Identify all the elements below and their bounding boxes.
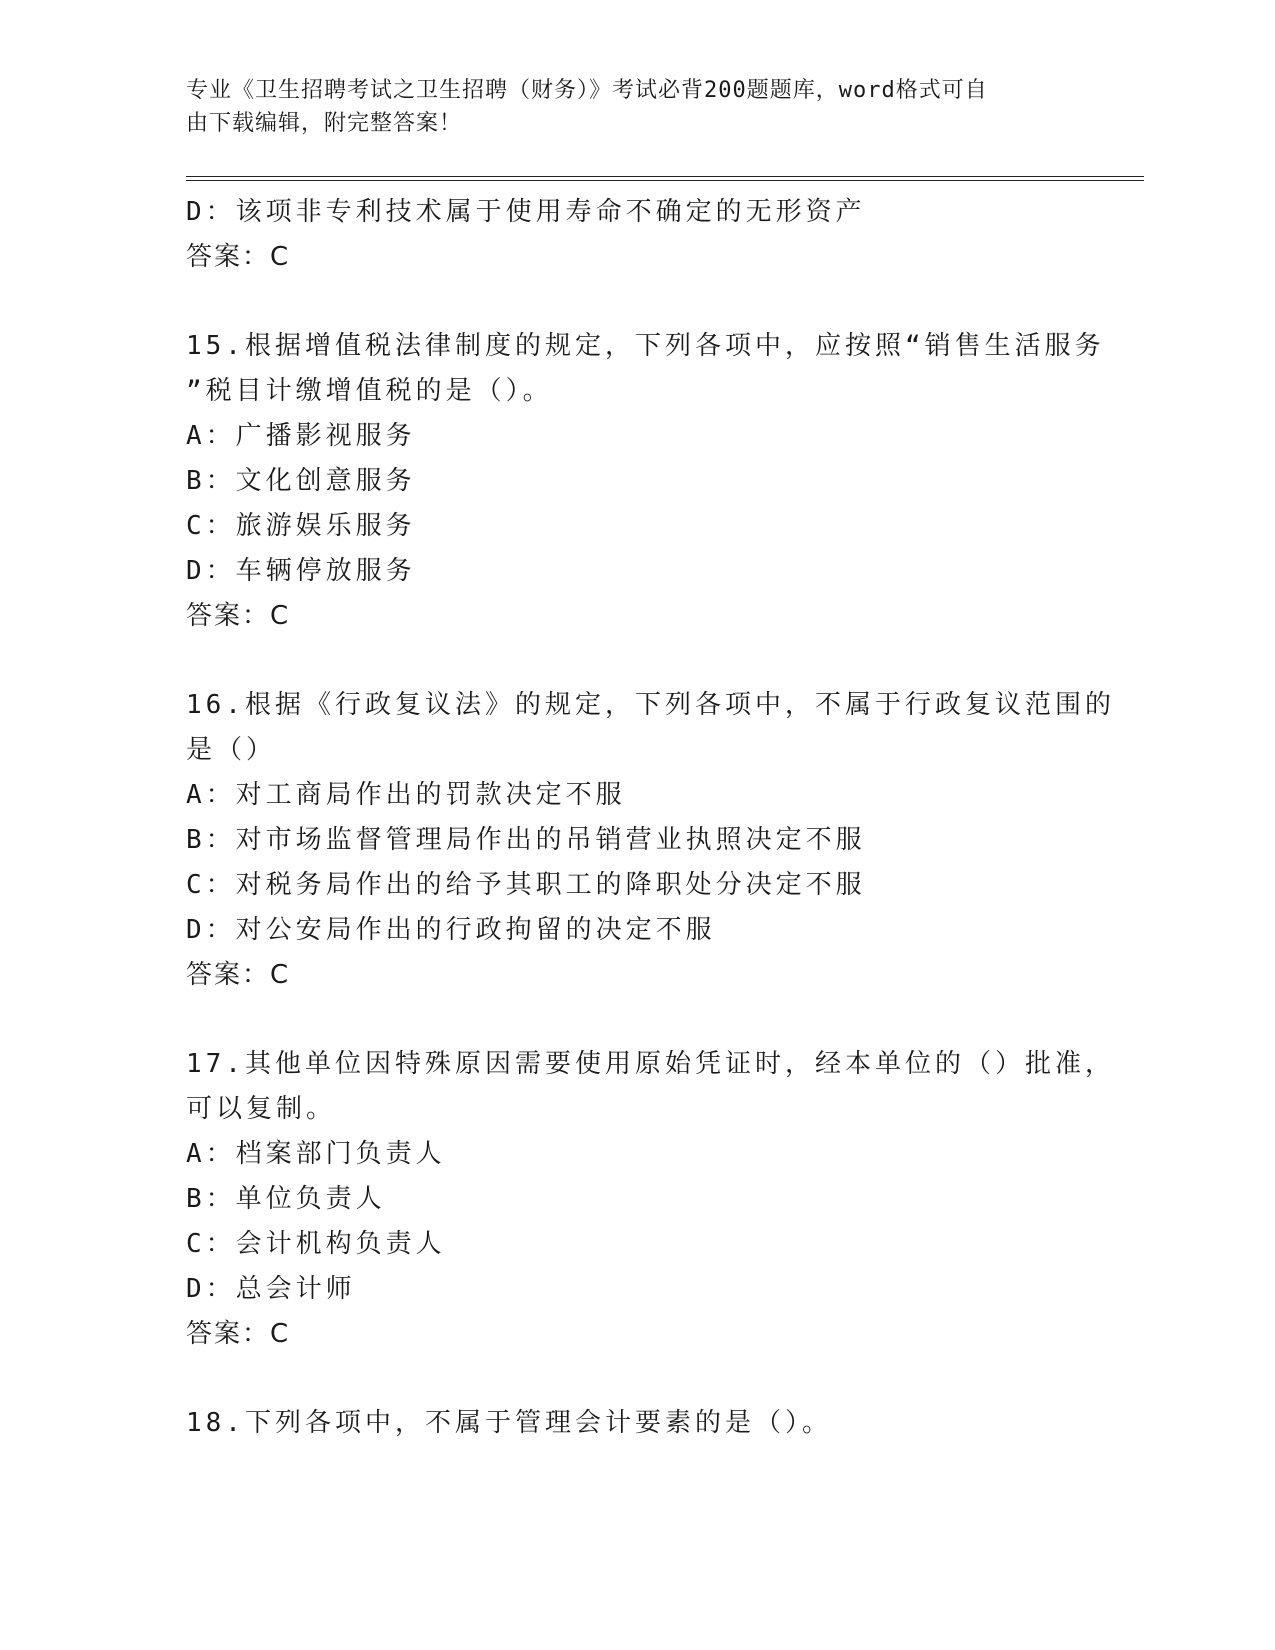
answer-value: C [270, 601, 291, 631]
option-a: A：档案部门负责人 [186, 1139, 446, 1169]
answer-label: 答案： [186, 1319, 271, 1349]
header-divider-bottom [186, 180, 1144, 181]
question-stem-line-1: 15.根据增值税法律制度的规定，下列各项中，应按照“销售生活服务 [186, 331, 1105, 361]
question-stem-line-1: 18.下列各项中，不属于管理会计要素的是（）。 [186, 1408, 832, 1438]
header-line-2: 由下载编辑，附完整答案！ [186, 111, 463, 136]
document-body [186, 190, 1115, 1446]
answer-line [186, 953, 1086, 998]
option-a: A：对工商局作出的罚款决定不服 [186, 780, 626, 810]
option-c: C：对税务局作出的给予其职工的降职处分决定不服 [186, 870, 866, 900]
header-divider-top [186, 176, 1144, 177]
option-c: C：旅游娱乐服务 [186, 511, 416, 541]
question-stem-line-2: ”税目计缴增值税的是（）。 [186, 376, 553, 406]
answer-label: 答案： [186, 960, 271, 990]
question-stem-line-2: 可以复制。 [186, 1094, 337, 1124]
option-d: D：车辆停放服务 [186, 556, 416, 586]
answer-line [186, 1312, 1086, 1357]
answer-label: 答案： [186, 242, 271, 272]
document-header [186, 74, 1066, 140]
option-b: B：对市场监督管理局作出的吊销营业执照决定不服 [186, 825, 866, 855]
question-16 [186, 683, 1115, 998]
answer-value: C [270, 242, 291, 272]
answer-value: C [270, 1319, 291, 1349]
option-d: D：对公安局作出的行政拘留的决定不服 [186, 915, 716, 945]
option-a: A：广播影视服务 [186, 421, 416, 451]
option-b: B：单位负责人 [186, 1184, 386, 1214]
question-stem-line-2: 是（） [186, 735, 277, 765]
question-stem-line-1: 16.根据《行政复议法》的规定，下列各项中，不属于行政复议范围的 [186, 690, 1115, 720]
option-b: B：文化创意服务 [186, 466, 416, 496]
option-d: D：总会计师 [186, 1274, 356, 1304]
question-18 [186, 1401, 1086, 1446]
option-d: D：该项非专利技术属于使用寿命不确定的无形资产 [186, 197, 866, 227]
answer-value: C [270, 960, 291, 990]
answer-line [186, 235, 1086, 280]
answer-label: 答案： [186, 601, 271, 631]
header-line-1: 专业《卫生招聘考试之卫生招聘（财务）》考试必背200题题库，word格式可自 [186, 78, 988, 103]
question-17 [186, 1042, 1115, 1357]
option-c: C：会计机构负责人 [186, 1229, 446, 1259]
question-15 [186, 324, 1105, 639]
question-stem-line-1: 17.其他单位因特殊原因需要使用原始凭证时，经本单位的（）批准， [186, 1049, 1115, 1079]
answer-line [186, 594, 1086, 639]
question-14-tail [186, 190, 1086, 280]
